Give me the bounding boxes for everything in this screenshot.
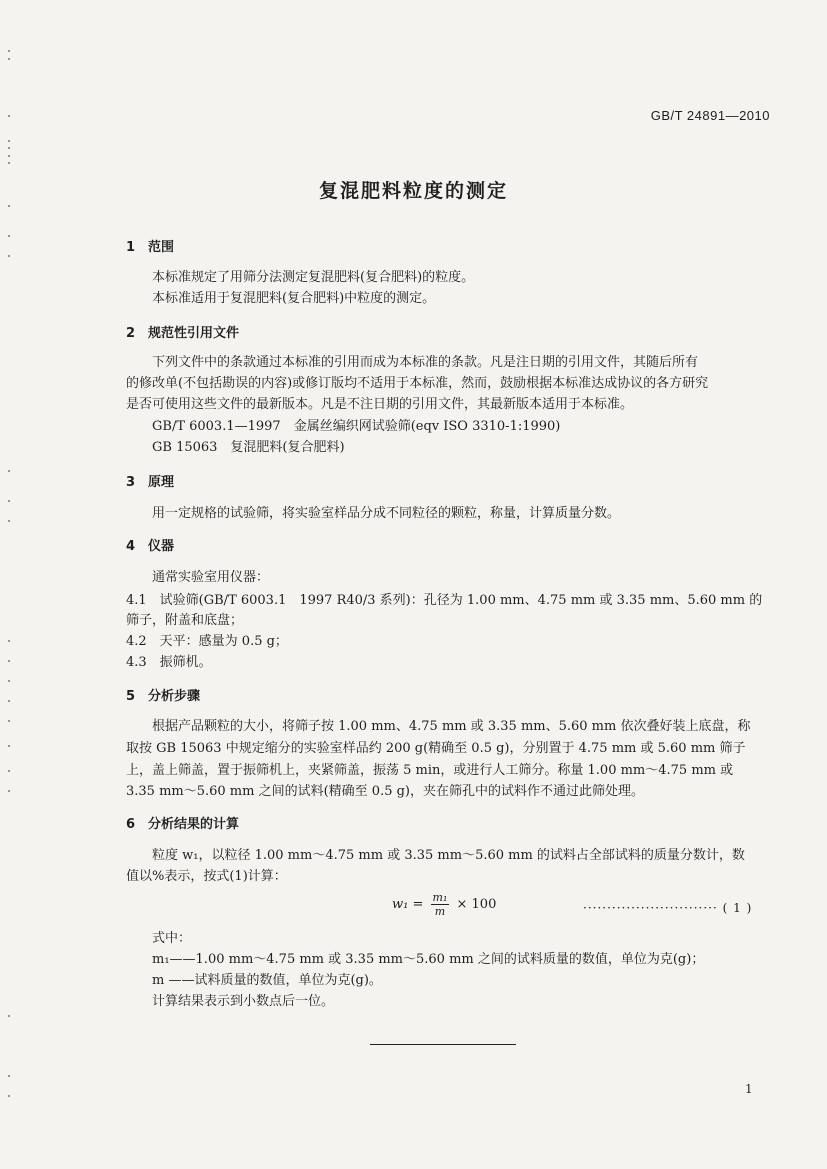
section-2-line-3: 是否可使用这些文件的最新版本。凡是不注日期的引用文件，其最新版本适用于本标准。 <box>126 397 634 412</box>
section-2-line-2: 的修改单(不包括勘误的内容)或修订版均不适用于本标准，然而，鼓励根据本标准达成协议的各方研究 <box>126 376 709 391</box>
section-5-line-3: 上，盖上筛盖，置于振筛机上，夹紧筛盖，振荡 5 min，或进行人工筛分。称量 1.00 mm～4.75 mm 或 <box>126 763 734 778</box>
reference-2: GB 15063 复混肥料(复合肥料) <box>152 440 345 455</box>
section-4-item-3: 4.3 振筛机。 <box>126 655 212 670</box>
section-6-line-1: 粒度 w₁，以粒径 1.00 mm～4.75 mm 或 3.35 mm～5.60 mm 的试料占全部试料的质量分数计，数 <box>152 848 745 863</box>
variable-m1-def: m₁——1.00 mm～4.75 mm 或 3.35 mm～5.60 mm 之间的试料质量的数值，单位为克(g)； <box>152 952 705 967</box>
section-1-heading: 1 范围 <box>126 240 175 255</box>
standard-code: GB/T 24891—2010 <box>650 108 770 123</box>
section-1-para-1: 本标准规定了用筛分法测定复混肥料(复合肥料)的粒度。 <box>152 270 475 285</box>
section-2-heading: 2 规范性引用文件 <box>126 326 240 341</box>
section-1-para-2: 本标准适用于复混肥料(复合肥料)中粒度的测定。 <box>152 291 436 306</box>
section-2-line-1: 下列文件中的条款通过本标准的引用而成为本标准的条款。凡是注日期的引用文件，其随后所有 <box>152 355 699 370</box>
formula-fraction: $\frac{\text{m₁}}{m}$ <box>432 891 448 918</box>
section-3-para: 用一定规格的试验筛，将实验室样品分成不同粒径的颗粒，称量，计算质量分数。 <box>152 506 621 521</box>
section-5-heading: 5 分析步骤 <box>126 689 201 704</box>
variable-m-def: m ——试料质量的数值，单位为克(g)。 <box>152 973 382 988</box>
section-5-line-4: 3.35 mm～5.60 mm 之间的试料(精确至 0.5 g)，夹在筛孔中的试料作不通过此筛处理。 <box>126 784 645 799</box>
result-note: 计算结果表示到小数点后一位。 <box>152 994 335 1009</box>
where-label: 式中： <box>152 931 192 946</box>
section-4-item-1: 4.1 试验筛(GB/T 6003.1 1997 R40/3 系列)：孔径为 1.00 mm、4.75 mm 或 3.35 mm、5.60 mm 的 <box>126 593 763 608</box>
page-number: 1 <box>745 1082 753 1096</box>
section-4-item-2: 4.2 天平：感量为 0.5 g； <box>126 634 288 649</box>
section-4-intro: 通常实验室用仪器： <box>152 570 270 585</box>
section-5-line-1: 根据产品颗粒的大小，将筛子按 1.00 mm、4.75 mm 或 3.35 mm、5.60 mm 依次叠好装上底盘，称 <box>152 719 751 734</box>
formula: w₁ = $\frac{\text{m₁}}{m}$ × 100 <box>392 891 497 918</box>
reference-1: GB/T 6003.1—1997 金属丝编织网试验筛(eqv ISO 3310-1:1990) <box>152 419 561 434</box>
section-6-line-2: 值以%表示，按式(1)计算： <box>126 869 287 884</box>
section-5-line-2: 取按 GB 15063 中规定缩分的实验室样品约 200 g(精确至 0.5 g)，分别置于 4.75 mm 或 5.60 mm 筛子 <box>126 741 746 756</box>
section-3-heading: 3 原理 <box>126 475 175 490</box>
section-4-item-1-cont: 筛子，附盖和底盘； <box>126 613 244 628</box>
page-title: 复混肥料粒度的测定 <box>318 180 508 202</box>
section-4-heading: 4 仪器 <box>126 539 175 554</box>
section-6-heading: 6 分析结果的计算 <box>126 817 240 832</box>
formula-number: ···························· ( 1 ) <box>583 901 753 915</box>
end-rule <box>370 1044 516 1045</box>
